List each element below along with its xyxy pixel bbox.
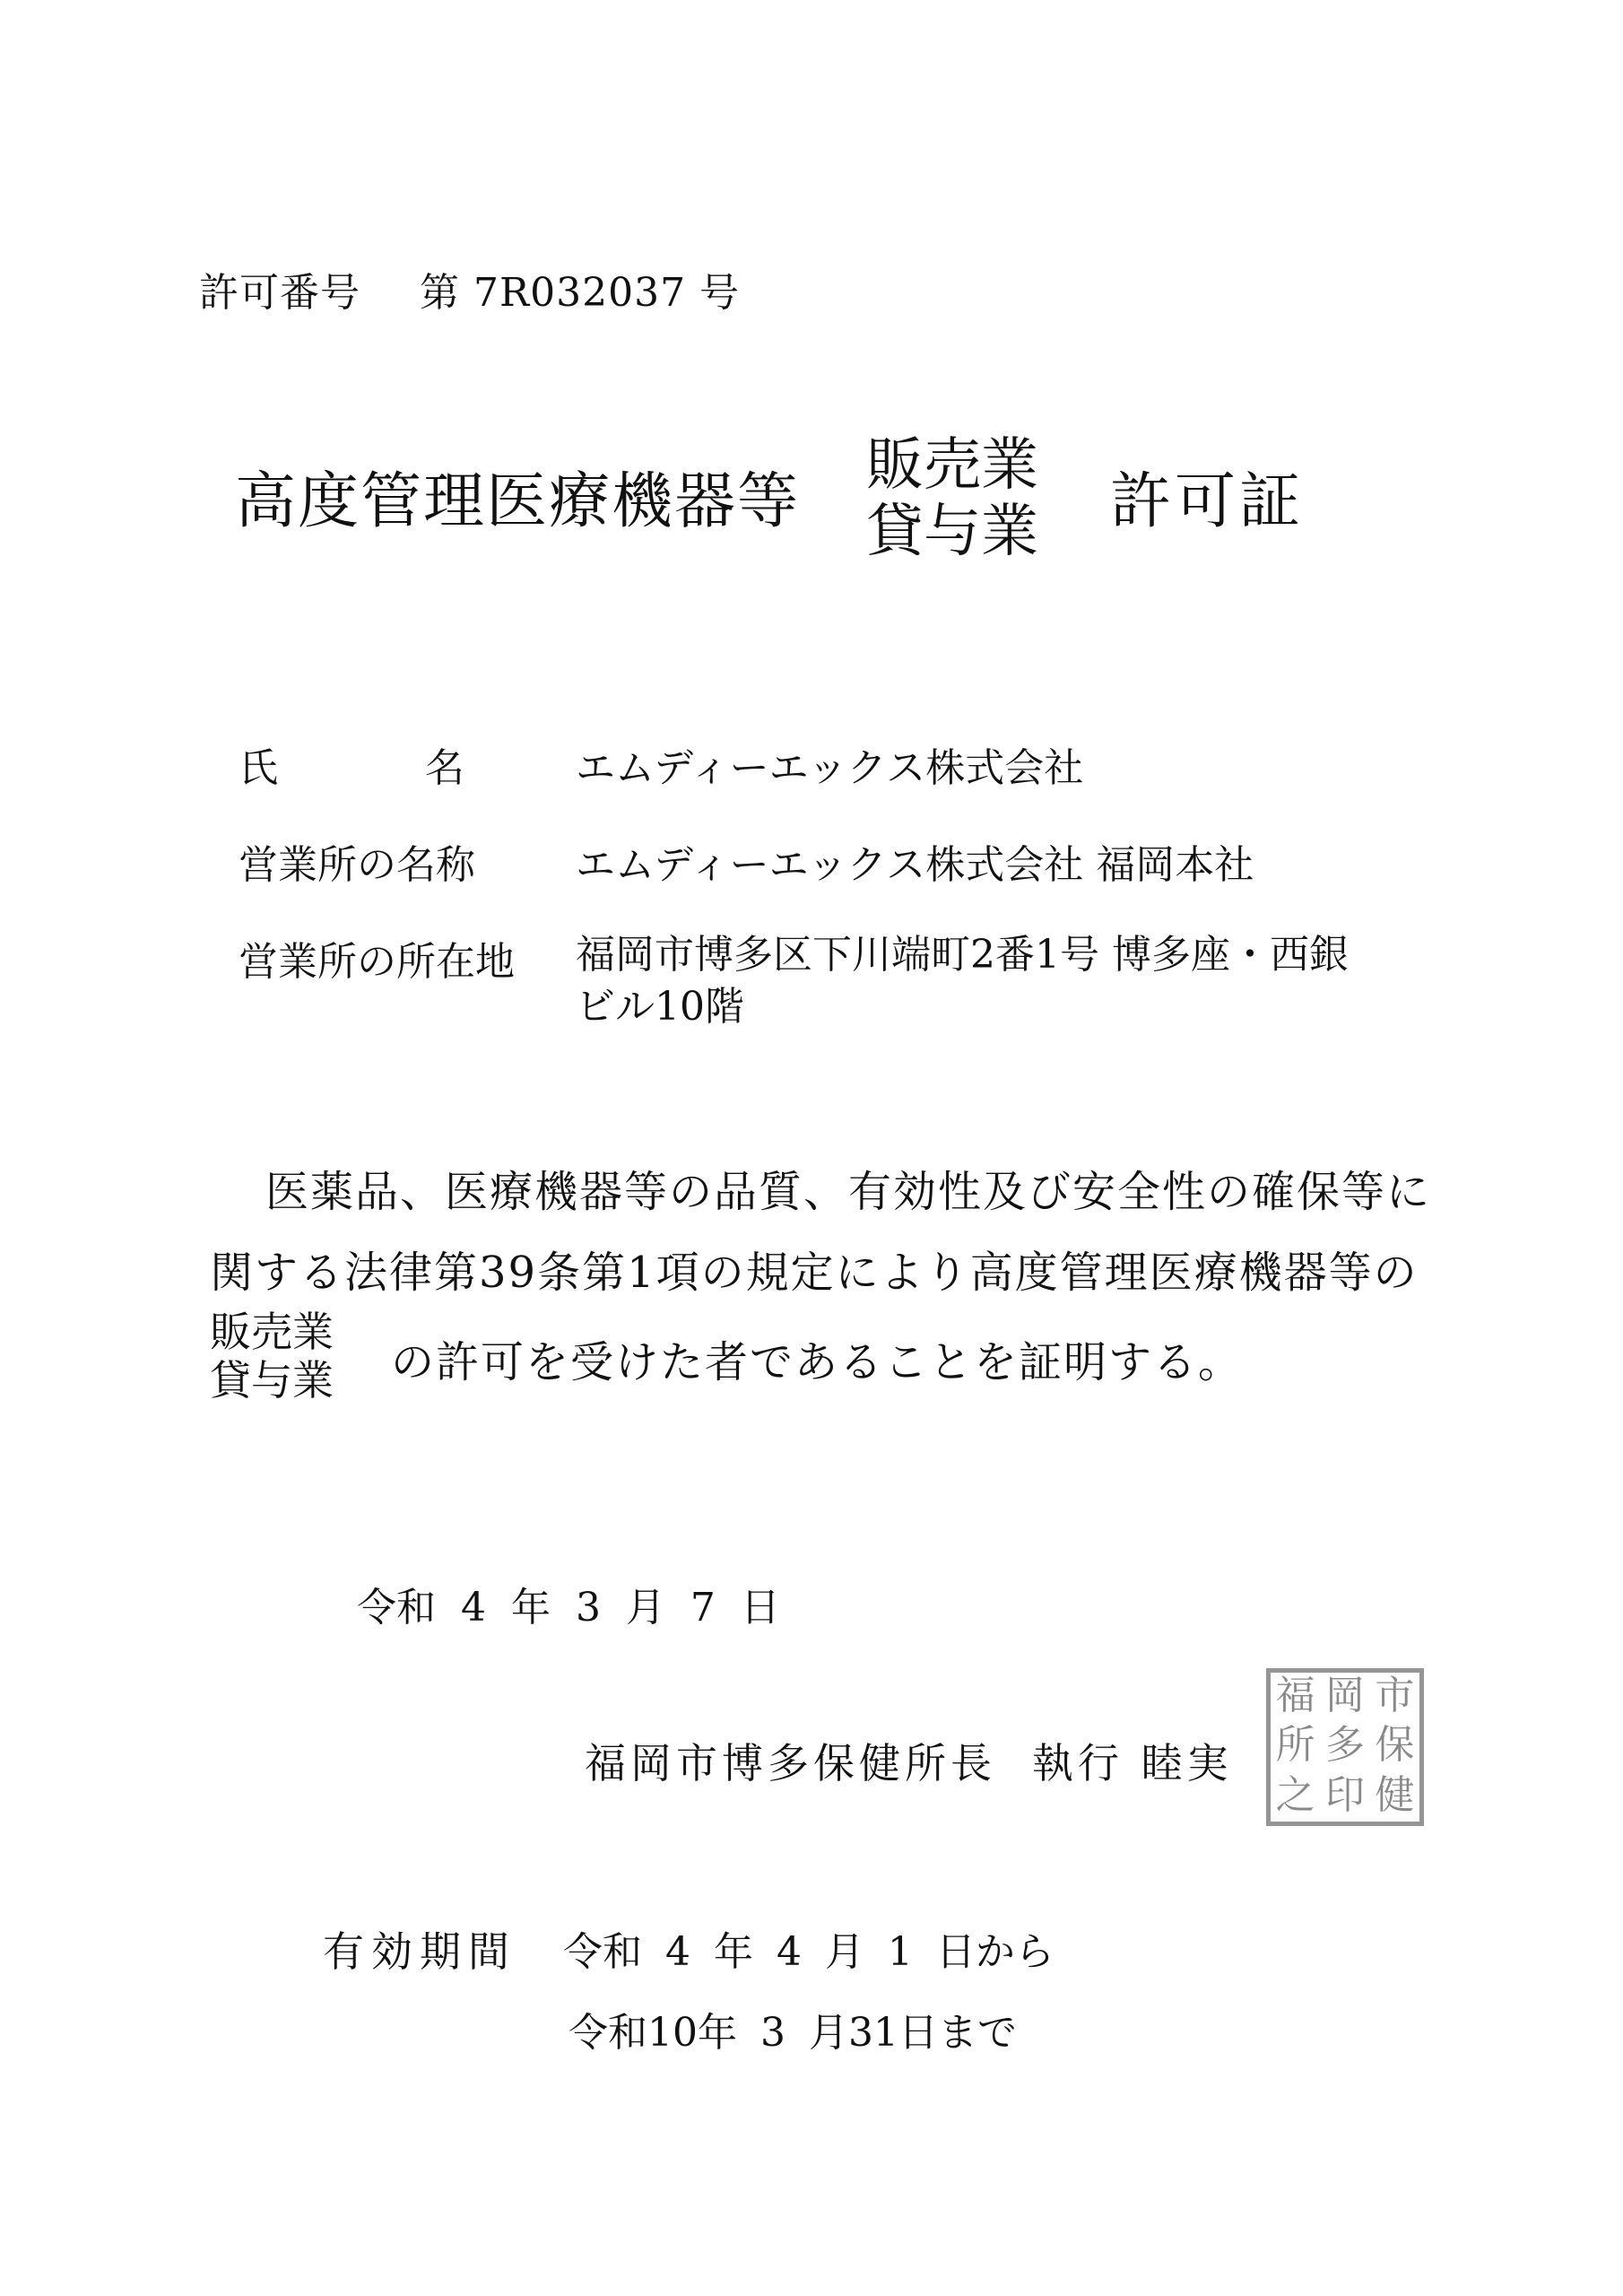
- name-label: 氏 名: [239, 745, 464, 791]
- document-title-business-types: [866, 432, 1038, 565]
- seal-char: 保: [1375, 1722, 1415, 1769]
- office-address-value: 福岡市博多区下川端町2番1号 博多座・西銀ビル10階: [576, 932, 1349, 1030]
- name-value: エムディーエックス株式会社: [576, 745, 1084, 791]
- issuer-name: 執行 睦実: [1032, 1739, 1233, 1787]
- issuer-line: [585, 1731, 1233, 1790]
- issuer-title: 福岡市博多保健所長: [585, 1739, 996, 1787]
- seal-char: 印: [1324, 1771, 1365, 1818]
- certification-text-line-3: の許可を受けた者であることを証明する。: [391, 1337, 1244, 1387]
- document-title-suffix: 許可証: [1110, 466, 1305, 537]
- official-seal: [1266, 1668, 1424, 1826]
- seal-char: 之: [1275, 1771, 1315, 1818]
- office-name-label: 営業所の名称: [239, 842, 475, 888]
- certification-text-line-2: 関する法律第39条第1項の規定により高度管理医療機器等の: [210, 1248, 1419, 1298]
- permit-number-value: 第 7R032037 号: [420, 270, 741, 316]
- office-address-label: 営業所の所在地: [239, 939, 515, 985]
- permit-number-label: 許可番号: [199, 270, 360, 316]
- title-business-type-sales: 販売業: [866, 432, 1038, 499]
- seal-char: 所: [1275, 1722, 1315, 1769]
- certification-text-line-1: 医薬品、医療機器等の品質、有効性及び安全性の確保等に: [265, 1167, 1432, 1217]
- issue-date: 令和 4 年 3 月 7 日: [357, 1585, 780, 1631]
- seal-char: 岡: [1324, 1673, 1365, 1718]
- seal-char: 市: [1375, 1673, 1415, 1718]
- certification-business-types: [210, 1308, 334, 1405]
- validity-to: 令和10年 3 月31日まで: [568, 2010, 1017, 2056]
- certification-business-type-sales: 販売業: [210, 1308, 334, 1356]
- title-business-type-lease: 貸与業: [866, 499, 1038, 565]
- seal-char: 多: [1324, 1722, 1365, 1769]
- seal-char: 福: [1275, 1673, 1315, 1718]
- document-title-main: 高度管理医療機器等: [235, 466, 801, 537]
- certification-business-type-lease: 貸与業: [210, 1356, 334, 1405]
- validity-label: 有効期間: [323, 1927, 516, 1976]
- permit-number-line: [199, 260, 740, 317]
- validity-from: 令和 4 年 4 月 1 日から: [563, 1929, 1055, 1975]
- office-name-value: エムディーエックス株式会社 福岡本社: [576, 842, 1254, 888]
- seal-char: 健: [1375, 1771, 1415, 1818]
